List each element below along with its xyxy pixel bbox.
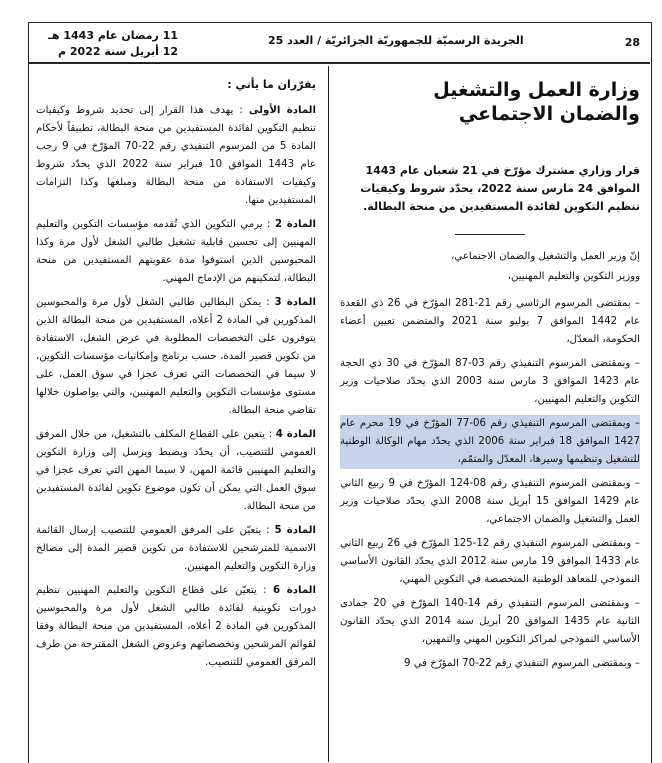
- article-label: المادة الأولى: [248, 105, 316, 116]
- article-label: المادة 3: [274, 297, 316, 308]
- ministry-line-2: والضمان الاجتماعي: [458, 103, 640, 125]
- article-text: : يرمي التكوين الذي تُقدمه مؤسسات التكوين والتعليم المهنيين إلى تحسين قابلية تشغيل طالبي الشغل لأول مرة وكذا المحبوسين الذين استوفوا مدة عقوبتهم المستفيدين من منحة البطالة، لتمكينهم من الإدماج المهني.: [36, 219, 316, 284]
- article-text: : يتعيّن على قطاع التكوين والتعليم المهنيين تنظيم دورات تكوينية لفائدة طالبي الشغل لأول مرة والمحبوسين المذكورين في المادة 2 أعلاه، المستفيدين من منحة البطالة وفقا لقوائم المرشحين وتخصصاتهم وعروض الشغل المقترحة من طرف المرفق العمومي للتنصيب.: [36, 585, 316, 668]
- gregorian-date: 12 أبريل سنة 2022 م: [57, 45, 178, 58]
- article-text: : يهدف هذا القرار إلى تحديد شروط وكيفيات تنظيم التكوين لفائدة المستفيدين من منحة البطالة، تطبيقاً لأحكام المادة 5 من المرسوم التنفيذي رقم 22-70 المؤرّخ في 9 رجب عام 1443 الموافق 10 فبراير سنة 2022 الذي يحدّد شروط وكيفيات الاستفادة من منحة البطالة ومبلغها وكذا التزامات المستفيدين منها.: [36, 105, 317, 206]
- article: [36, 426, 316, 516]
- article: [36, 522, 316, 576]
- article-text: : يمكن البطالين طالبي الشغل لأول مرة والمحبوسين المذكورين في المادة 2 أعلاه، المستفيدين من منحة البطالة الذين يتوفرون على التخصصات المطلوبة في عرض الشغل، الاستفادة من تكوين قصير المدة، حسب برنامج وإمكانيات مؤسسات التكوين، لا سيما في التخصصات التي تعرف عجزا في سوق العمل، على مستوى مؤسسات التكوين والتعليم المهنيين، والتي يواصلون خلالها تقاضي منحة البطالة.: [36, 297, 316, 416]
- column-divider: [328, 66, 329, 762]
- visa-item: – بمقتضى المرسوم الرئاسي رقم 21-281 المؤرّخ في 26 ذي القعدة عام 1442 الموافق 7 يوليو سنة 2021 والمتضمن تعيين أعضاء الحكومة، المعدّل،: [340, 298, 640, 345]
- article: [36, 294, 316, 420]
- journal-title: الجريدة الرسميّة للجمهوريّة الجزائريّة / العدد 25: [268, 34, 524, 47]
- page-number: 28: [624, 36, 640, 49]
- visa-item: – وبمقتضى المرسوم التنفيذي رقم 12-125 المؤرّخ في 26 ربيع الثاني عام 1433 الموافق 19 مارس سنة 2012 الذي يحدّد القانون الأساسي النموذجي للمعاهد الوطنية المتخصصة في التكوين المهني،: [340, 538, 640, 585]
- ministry-heading: [340, 78, 640, 126]
- visa-item: – وبمقتضى المرسوم التنفيذي رقم 08-124 المؤرّخ في 9 ربيع الثاني عام 1429 الموافق 15 أبريل سنة 2008 الذي يحدّد صلاحيات وزير العمل والتشغيل والضمان الاجتماعي،: [340, 478, 640, 525]
- article-label: المادة 4: [275, 429, 316, 440]
- intro-minister-2: ووزير التكوين والتعليم المهنيين،: [507, 271, 640, 282]
- ministry-line-1: وزارة العمل والتشغيل: [433, 79, 640, 101]
- decree-intro: يقرّران ما يأتي :: [227, 78, 316, 91]
- article: [36, 582, 316, 672]
- article-label: المادة 2: [274, 219, 316, 230]
- visa-item: – وبمقتضى المرسوم التنفيذي رقم 14-140 المؤرّخ في 20 جمادى الثانية عام 1435 الموافق 20 أبريل سنة 2014 الذي يحدّد القانون الأساسي النموذجي لمراكز التكوين المهني والتمهين،: [340, 598, 641, 645]
- article-label: المادة 5: [274, 525, 316, 536]
- article-text: : يتعين على القطاع المكلف بالتشغيل، من خلال المرفق العمومي للتنصيب، أن يحدّد ويضبط ويرسل إلى وزارة التكوين والتعليم المهنيين قائمة المهن، لا سيما المهن التي تعرف عجزا في سوق العمل التي يمكن أن تكون موضوع تكوين لفائدة المستفيدين من منحة البطالة.: [36, 429, 316, 512]
- visa-item: – وبمقتضى المرسوم التنفيذي رقم 22-70 المؤرّخ في 9: [403, 658, 640, 669]
- issue-date: [38, 28, 178, 60]
- title-rule: [455, 234, 525, 235]
- intro-minister-1: إنّ وزير العمل والتشغيل والضمان الاجتماعي،: [450, 251, 640, 262]
- right-column: [340, 76, 640, 679]
- visa-item-highlighted: – وبمقتضى المرسوم التنفيذي رقم 06-77 المؤرّخ في 19 محرم عام 1427 الموافق 18 فبراير سنة 2006 الذي يحدّد مهام الوكالة الوطنية للتشغيل وتنظيمها وسيرها، المعدّل والمتمّم،: [340, 415, 640, 469]
- left-column: [36, 76, 316, 678]
- article: [36, 216, 316, 288]
- visa-item: – وبمقتضى المرسوم التنفيذي رقم 03-87 المؤرّخ في 30 ذي الحجة عام 1423 الموافق 3 مارس سنة 2003 الذي يحدّد صلاحيات وزير التكوين والتعليم المهنيين،: [340, 358, 640, 405]
- page-header: [28, 22, 650, 64]
- hijri-date: 11 رمضان عام 1443 هـ: [48, 29, 178, 42]
- article-label: المادة 6: [272, 585, 316, 596]
- decree-title: قرار وزاري مشترك مؤرّخ في 21 شعبان عام 1443 الموافق 24 مارس سنة 2022، يحدّد شروط وكيفيات تنظيم التكوين لفائدة المستفيدين من منحة البطالة.: [360, 164, 640, 213]
- article: [36, 102, 316, 210]
- article-text: : يتعيّن على المرفق العمومي للتنصيب إرسال القائمة الاسمية للمترشحين للاستفادة من تكوين قصير المدة إلى مصالح وزارة التكوين والتعليم المهنيين.: [36, 525, 316, 572]
